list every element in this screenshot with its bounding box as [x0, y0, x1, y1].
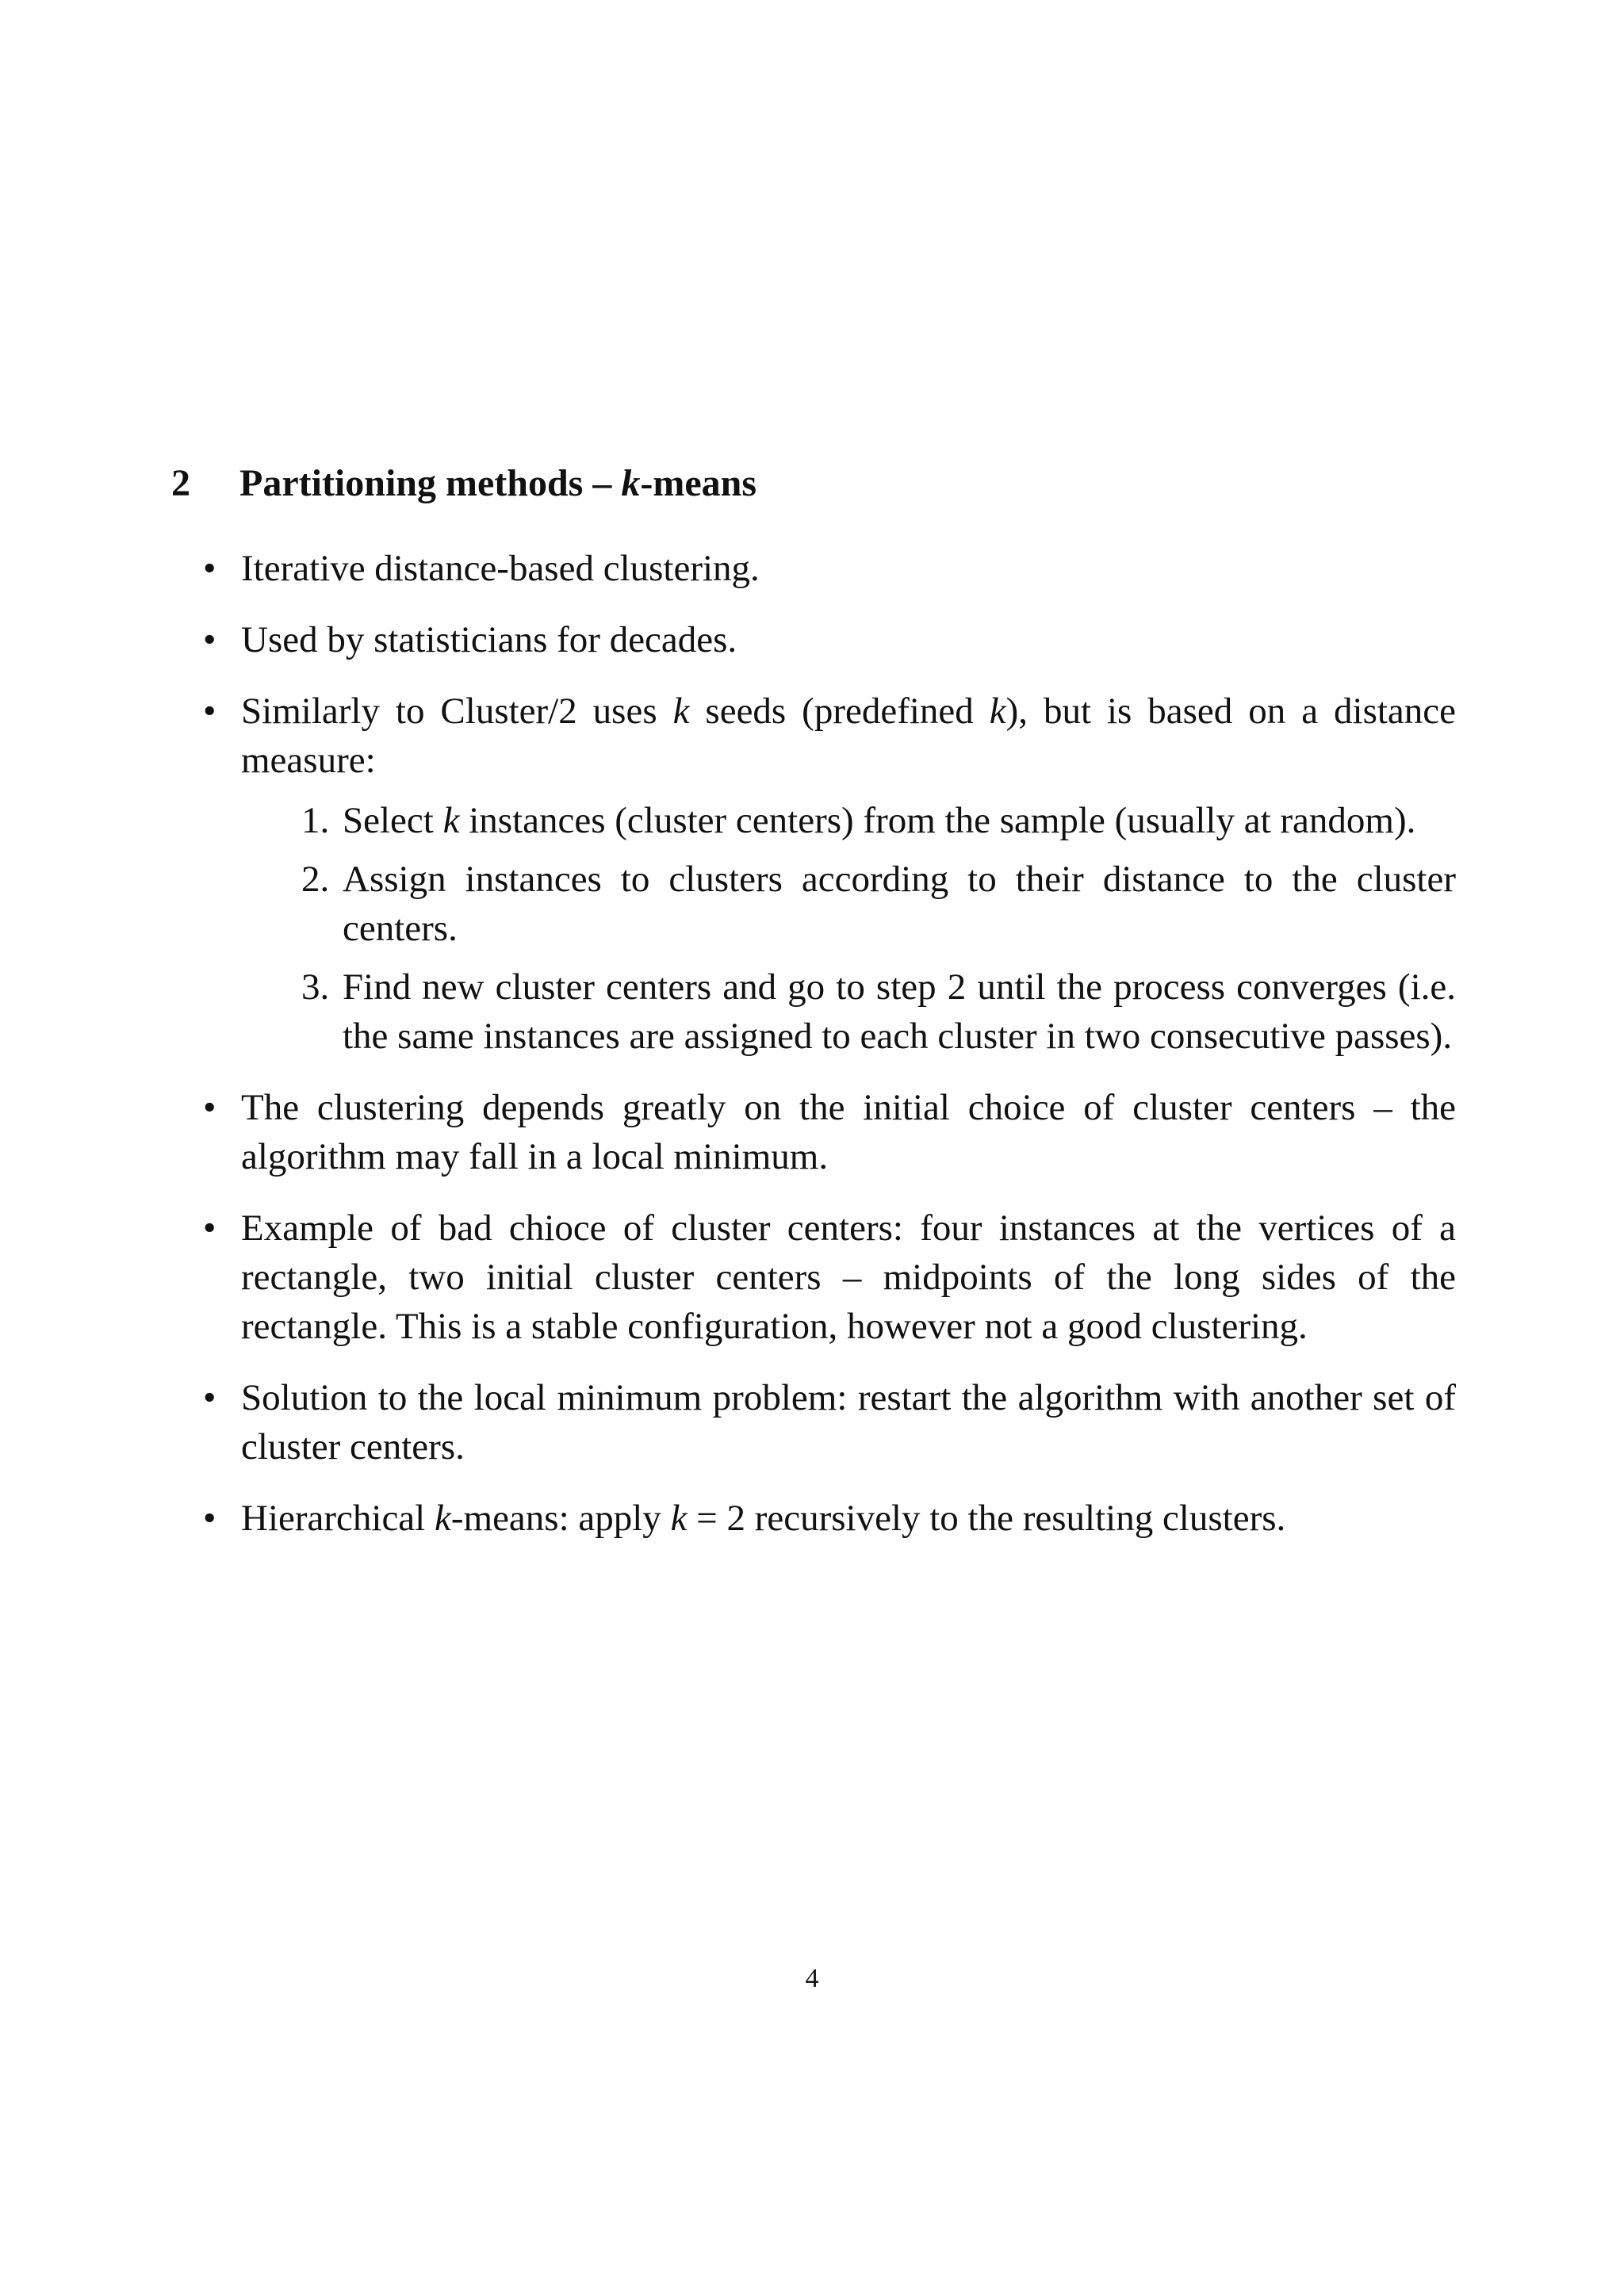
math-variable: k	[670, 1498, 688, 1539]
bullet-text: Used by statisticians for decades.	[241, 619, 737, 660]
list-item	[203, 1494, 1456, 1543]
math-variable: k	[989, 691, 1006, 732]
section-number: 2	[171, 462, 190, 504]
bullet-icon: •	[203, 1498, 216, 1539]
step-text: Assign instances to clusters according to their distance to the cluster centers.	[343, 859, 1456, 949]
list-item	[203, 1083, 1456, 1181]
bullet-list	[203, 544, 1456, 1565]
math-variable: k	[672, 691, 690, 732]
bullet-icon: •	[203, 691, 216, 732]
text-run: ), but is based on a distance measure:	[241, 691, 1456, 781]
step-number: 3.	[301, 966, 330, 1008]
text-run: -means: apply	[450, 1498, 671, 1539]
section-title-prefix: Partitioning methods –	[239, 462, 622, 504]
list-item	[203, 1203, 1456, 1351]
text-run: instances (cluster centers) from the sample (usually at random).	[459, 800, 1416, 841]
numbered-list	[241, 796, 1456, 1061]
step-text	[343, 800, 1415, 841]
bullet-text: The clustering depends greatly on the initial choice of cluster centers – the algorithm may fall in a local minimum.	[241, 1087, 1456, 1177]
bullet-icon: •	[203, 1377, 216, 1418]
bullet-icon: •	[203, 1207, 216, 1249]
text-run: Select	[343, 800, 443, 841]
bullet-text	[241, 687, 1456, 785]
numbered-item	[301, 962, 1456, 1061]
bullet-icon: •	[203, 1087, 216, 1128]
step-text: Find new cluster centers and go to step 2 until the process converges (i.e. the same instances are assigned to each cluster in two consecutive passes).	[343, 966, 1456, 1057]
bullet-text: Solution to the local minimum problem: restart the algorithm with another set of cluster centers.	[241, 1377, 1456, 1468]
section-heading	[171, 460, 756, 507]
bullet-text: Example of bad chioce of cluster centers: four instances at the vertices of a rectangle, two initial cluster centers – midpoints of the long sides of the rectangle. This is a stable configuration, however not a good clustering.	[241, 1207, 1456, 1347]
list-item	[203, 687, 1456, 1061]
section-title-suffix: -means	[640, 462, 756, 504]
math-variable: k	[434, 1498, 451, 1539]
bullet-text: Iterative distance-based clustering.	[241, 548, 760, 589]
list-item	[203, 1373, 1456, 1471]
step-number: 2.	[301, 859, 330, 900]
section-title-variable: k	[621, 462, 641, 504]
math-variable: k	[442, 800, 460, 841]
text-run: = 2 recursively to the resulting clusters.	[687, 1498, 1286, 1539]
bullet-icon: •	[203, 619, 216, 660]
text-run: Hierarchical	[241, 1498, 435, 1539]
page-number: 4	[805, 1964, 819, 1993]
numbered-item	[301, 796, 1456, 845]
bullet-text	[241, 1494, 1456, 1543]
text-run: seeds (predefined	[689, 691, 990, 732]
numbered-item	[301, 855, 1456, 953]
list-item	[203, 544, 1456, 593]
list-item	[203, 615, 1456, 664]
step-number: 1.	[301, 800, 330, 841]
text-run: Similarly to Cluster/2 uses	[241, 691, 673, 732]
bullet-icon: •	[203, 548, 216, 589]
